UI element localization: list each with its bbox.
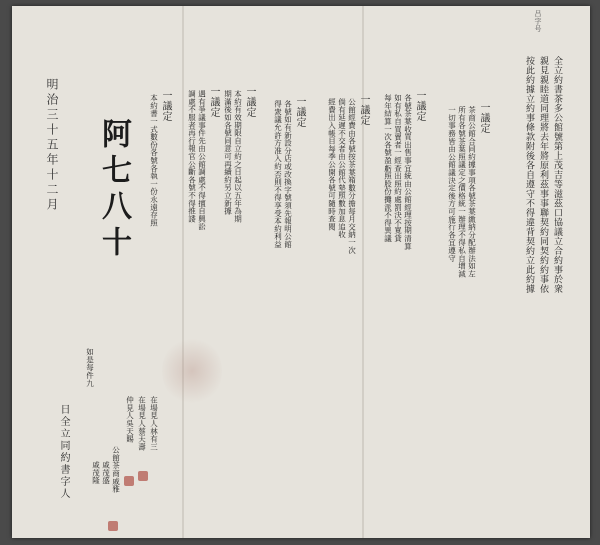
clause-label: 一議定	[294, 96, 305, 128]
signatory: 在場見人蔡天壽	[137, 396, 147, 451]
clause-line: 各號如有新設分店或改換字號須先報明公館	[283, 100, 293, 249]
clause-line: 倘有延遲不交者由公館代墊照數加息追收	[337, 98, 347, 239]
clause-line: 各號茶葉收買出售事宜統由公館經理按期清算	[403, 94, 413, 250]
clause-line: 本約有效期限自立約之日起以五年為期	[233, 90, 243, 223]
signature-note: 如是每件九	[85, 348, 95, 387]
paper-fold	[362, 6, 364, 538]
signatory: 仲見人吳天賜	[125, 396, 135, 443]
document-date: 明治三十五年十二月	[45, 78, 59, 213]
clause-line: 期滿後如各號同意可再續約另立新據	[223, 90, 233, 215]
clause-line: 如有私自買賣者一經查出照約處罰決不寬貸	[393, 94, 403, 243]
clause-line: 調處不服者再行報官公斷各號不得推諉	[187, 90, 197, 223]
signature: 阿七八十	[96, 118, 131, 262]
header-line: 全立約書茶多公館號第上茂吉等滋茲口協議立合約事於衆	[552, 56, 562, 294]
clause-label: 一議定	[208, 86, 219, 118]
clause-line: 本約書一式數份各號各執一份永遠存照	[149, 94, 159, 227]
seal-stamp	[108, 521, 118, 531]
signatory: 戚茂隆	[91, 461, 101, 485]
clause-line: 一切事務皆由公館議決定後方可施行各宜遵守	[447, 106, 457, 262]
signatory: 公館茶商戚雅	[111, 446, 121, 493]
clause-line: 茶商公館合同約據事項各號茶葉繳納分配辦法如左	[467, 106, 477, 278]
clause-label: 一議定	[414, 90, 425, 122]
clause-line: 公館經費由各號按茶葉箱數分擔每月交納一次	[347, 98, 357, 254]
clause-line: 每年結算一次各號盈虧照股份攤派不得異議	[383, 94, 393, 243]
seal-stamp	[124, 476, 134, 486]
signatory: 在場見人林有三	[149, 396, 159, 451]
clause-line: 經費出入帳目每季公開各號可隨時查閱	[327, 98, 337, 231]
clause-label: 一議定	[244, 86, 255, 118]
paper-fold	[182, 6, 184, 538]
clause-label: 一議定	[478, 102, 489, 134]
clause-label: 一議定	[160, 90, 171, 122]
corner-mark: 吕字号	[534, 10, 542, 33]
clause-label: 一議定	[358, 94, 369, 126]
clause-line: 遇有爭議事件先由公館調處不得擅自興訟	[197, 90, 207, 231]
clause-line: 所有各號茶葉照議定之價格統一辦理不得私自增減	[457, 106, 467, 278]
header-line: 親見親睦道同理將去年將原利茲事事聯契約同契約約事依	[538, 56, 548, 294]
clause-line: 得衆議允許方准入約否則不得享受本約利益	[273, 100, 283, 249]
header-line: 按此約據立約事條款附後各自遵守不得違背契約立此約據	[524, 56, 534, 294]
seal-stamp	[138, 471, 148, 481]
sender-line: 日全立同約書字人	[58, 404, 69, 500]
signatory: 戚茂盛	[101, 461, 111, 485]
document-sheet	[12, 6, 590, 538]
